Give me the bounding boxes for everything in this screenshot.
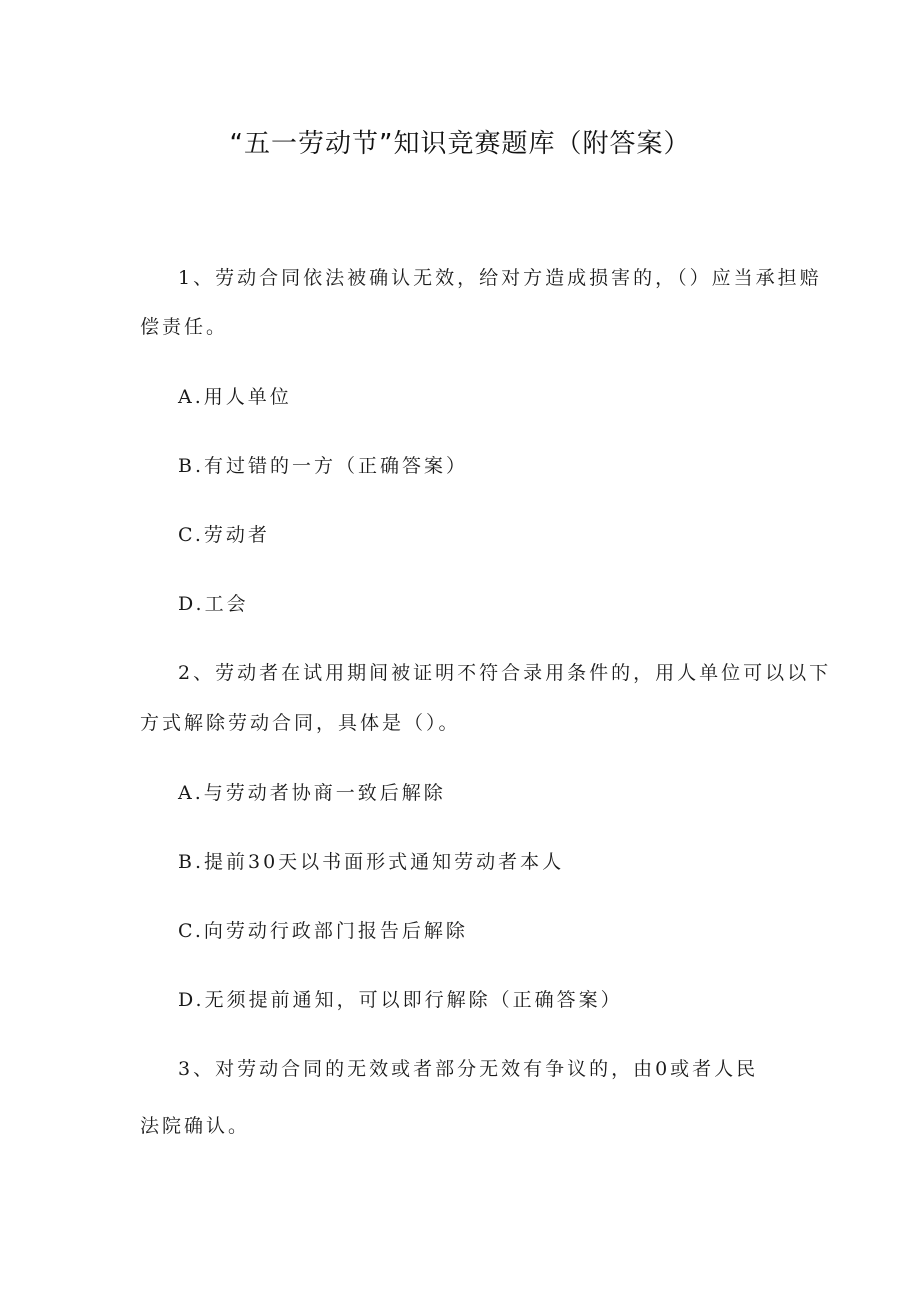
question-1-option-b: B.有过错的一方（正确答案） bbox=[178, 455, 469, 477]
document-title: “五一劳动节”知识竞赛题库（附答案） bbox=[229, 129, 691, 159]
question-2-option-b: B.提前30天以书面形式通知劳动者本人 bbox=[178, 851, 565, 873]
question-1-stem-line-1: 1、劳动合同依法被确认无效，给对方造成损害的，（）应当承担赔 bbox=[178, 267, 822, 289]
question-1-option-c: C.劳动者 bbox=[178, 524, 270, 546]
question-2-option-a: A.与劳动者协商一致后解除 bbox=[178, 782, 446, 804]
question-1-option-a: A.用人单位 bbox=[178, 386, 292, 408]
question-3-stem-line-2: 法院确认。 bbox=[140, 1115, 251, 1137]
question-2-option-c: C.向劳动行政部门报告后解除 bbox=[178, 920, 468, 942]
question-1-stem-line-2: 偿责任。 bbox=[140, 316, 229, 338]
question-2-stem-line-1: 2、劳动者在试用期间被证明不符合录用条件的，用人单位可以以下 bbox=[178, 662, 832, 684]
question-2-option-d: D.无须提前通知，可以即行解除（正确答案） bbox=[178, 989, 623, 1011]
question-1-option-d: D.工会 bbox=[178, 593, 249, 615]
question-2-stem-line-2: 方式解除劳动合同，具体是（）。 bbox=[140, 712, 461, 734]
question-3-stem-line-1: 3、对劳动合同的无效或者部分无效有争议的，由0或者人民 bbox=[178, 1058, 759, 1080]
